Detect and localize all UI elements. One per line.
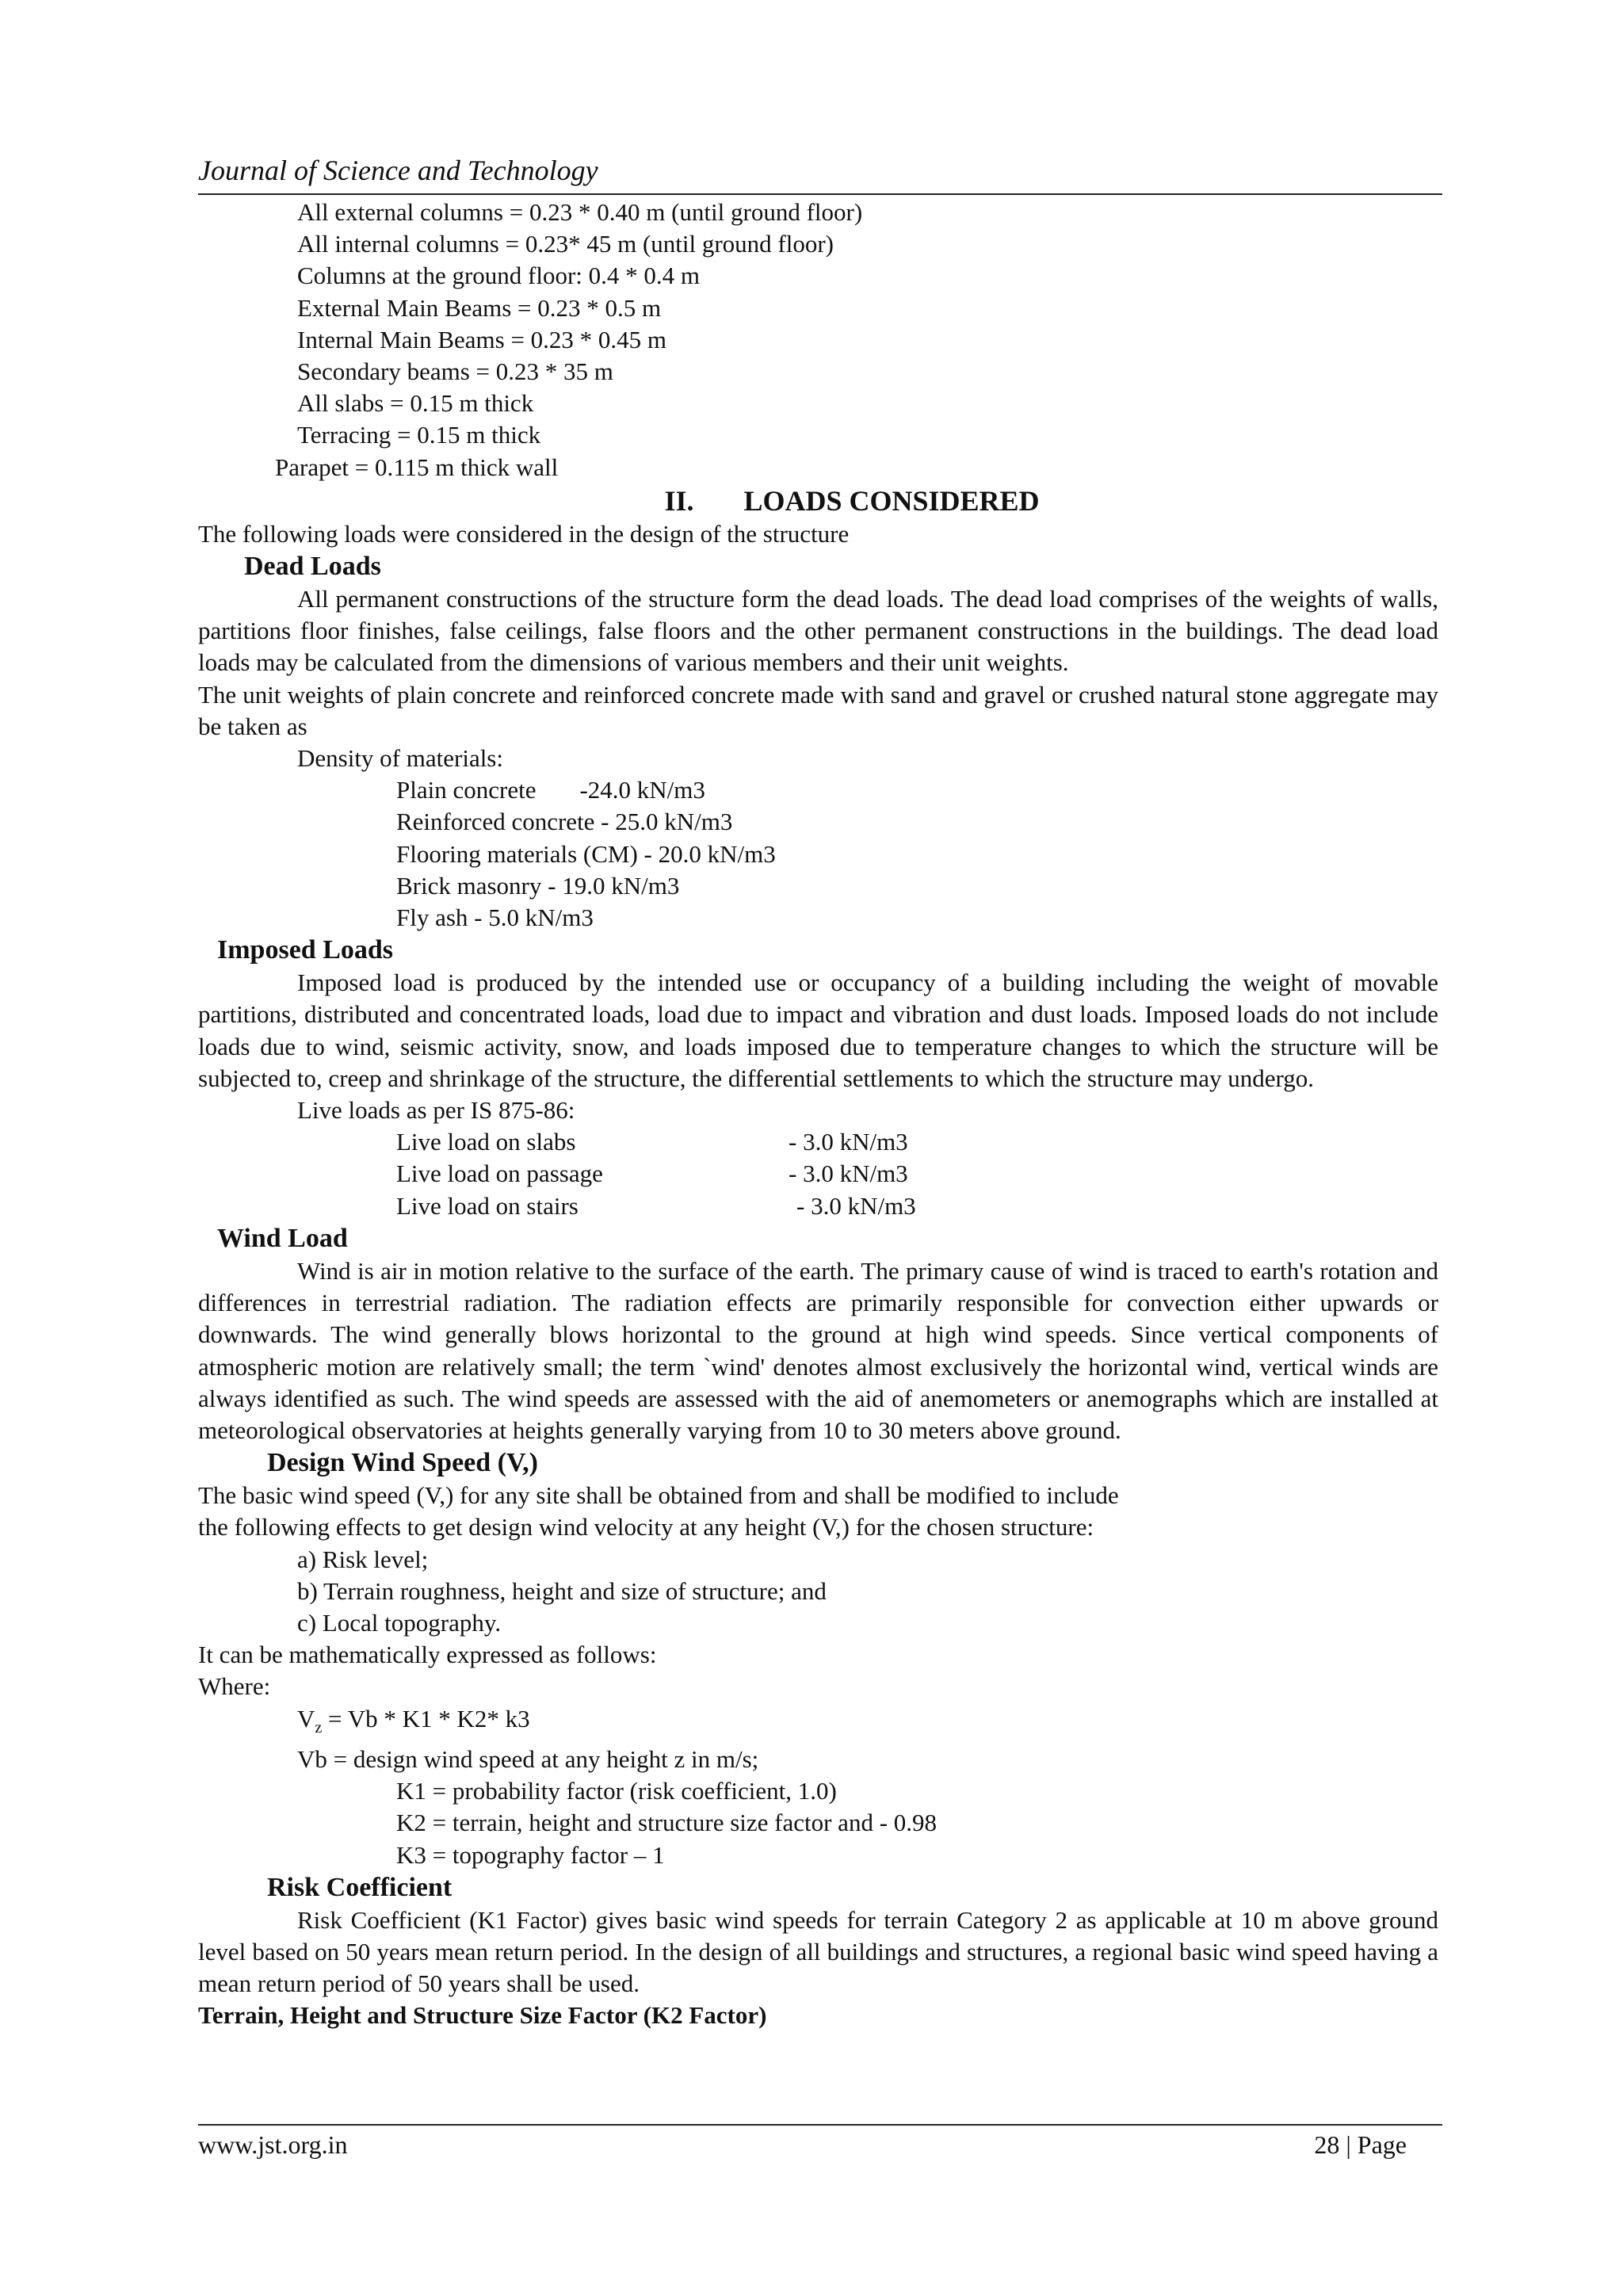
intro-text: The following loads were considered in the design of the structure: [198, 519, 850, 548]
material-line: Reinforced concrete - 25.0 kN/m3: [396, 808, 733, 836]
dimension-line: Columns at the ground floor: 0.4 * 0.4 m: [297, 262, 701, 290]
journal-title: Journal of Science and Technology: [198, 155, 598, 186]
formula: $V_z = Vb * K1 * K2*$ k3: [297, 1704, 530, 1736]
factor-line: K2 = terrain, height and structure size factor and - 0.98: [396, 1809, 938, 1837]
imposed-loads-paragraph: Imposed load is produced by the intended use or occupancy of a building including the weight of movable partitions, distributed and concentrated loads, load due to impact and vibration and dust loads. Imposed loads do not include loads due to wind, seismic activity, snow, and loads imposed due to temperature changes to which the structure will be subjected to, creep and shrinkage of the structure, the differential settlements to which the structure may undergo.: [198, 968, 1438, 1092]
section-number: II.: [664, 484, 694, 517]
dead-loads-heading: Dead Loads: [244, 552, 381, 582]
footer-url: www.jst.org.in: [198, 2130, 348, 2159]
terrain-heading: Terrain, Height and Structure Size Factor (K2 Factor): [198, 2001, 767, 2030]
risk-coefficient-paragraph: Risk Coefficient (K1 Factor) gives basic wind speeds for terrain Category 2 as applicable at 10 m above ground level based on 50 years mean return period. In the design of all buildings and structures, a regional basic wind speed having a mean return period of 50 years shall be used.: [198, 1905, 1438, 1998]
vb-definition: Vb = design wind speed at any height z in m/s;: [297, 1744, 759, 1773]
material-line: Flooring materials (CM) - 20.0 kN/m3: [396, 839, 776, 868]
design-wind-line: The basic wind speed (V,) for any site shall be obtained from and shall be modified to include: [198, 1481, 1119, 1510]
unit-weights-paragraph: The unit weights of plain concrete and reinforced concrete made with sand and gravel or crushed natural stone aggregate may be taken as: [198, 680, 1438, 740]
risk-coefficient-heading: Risk Coefficient: [267, 1872, 453, 1902]
effect-item: b) Terrain roughness, height and size of structure; and: [297, 1576, 827, 1605]
dimension-line: All external columns = 0.23 * 0.40 m (until ground floor): [297, 198, 863, 226]
parapet-line: Parapet = 0.115 m thick wall: [275, 453, 559, 481]
material-line: Fly ash - 5.0 kN/m3: [396, 904, 594, 932]
factor-line: K1 = probability factor (risk coefficient, 1.0): [396, 1777, 837, 1805]
density-label: Density of materials:: [297, 744, 503, 773]
dimension-line: Terracing = 0.15 m thick: [297, 421, 541, 449]
material-line: Brick masonry - 19.0 kN/m3: [396, 871, 680, 900]
header-rule: [198, 193, 1442, 195]
design-wind-heading: Design Wind Speed (V,): [267, 1448, 538, 1478]
wind-load-paragraph: Wind is air in motion relative to the surface of the earth. The primary cause of wind is traced to earth's rotation and differences in terrestrial radiation. The radiation effects are primarily responsible for convection either upwards or downwards. The wind generally blows horizontal to the ground at high wind speeds. Since vertical components of atmospheric motion are relatively small; the term `wind' denotes almost exclusively the horizontal wind, vertical winds are always identified as such. The wind speeds are assessed with the aid of anemometers or anemographs which are installed at meteorological observatories at heights generally varying from 10 to 30 meters above ground.: [198, 1256, 1438, 1444]
dimension-line: External Main Beams = 0.23 * 0.5 m: [297, 293, 662, 322]
page-content: [198, 197, 1442, 2031]
material-line: Plain concrete -24.0 kN/m3: [396, 776, 705, 804]
expression-line: It can be mathematically expressed as follows:: [198, 1641, 657, 1669]
live-load-row: Live load on slabs - 3.0 kN/m3: [396, 1128, 908, 1156]
dimension-line: All internal columns = 0.23* 45 m (until ground floor): [297, 230, 834, 258]
page-number: 28 | Page: [1314, 2130, 1407, 2159]
effect-item: a) Risk level;: [297, 1545, 429, 1573]
where-line: Where:: [198, 1672, 271, 1701]
live-loads-label: Live loads as per IS 875-86:: [297, 1096, 575, 1125]
dimension-line: All slabs = 0.15 m thick: [297, 389, 534, 418]
imposed-loads-heading: Imposed Loads: [217, 935, 394, 965]
live-load-row: Live load on passage - 3.0 kN/m3: [396, 1159, 908, 1188]
factor-line: K3 = topography factor – 1: [396, 1840, 665, 1869]
dimension-line: Secondary beams = 0.23 * 35 m: [297, 357, 613, 386]
design-wind-line: the following effects to get design wind velocity at any height (V,) for the chosen structure:: [198, 1513, 1094, 1541]
section-heading: [198, 483, 1442, 518]
dead-loads-paragraph: All permanent constructions of the structure form the dead loads. The dead load comprises of the weights of walls, partitions floor finishes, false ceilings, false floors and the other permanent constructions in the buildings. The dead load loads may be calculated from the dimensions of various members and their unit weights.: [198, 585, 1438, 677]
footer-rule: [198, 2124, 1442, 2126]
dimension-line: Internal Main Beams = 0.23 * 0.45 m: [297, 325, 667, 353]
wind-load-heading: Wind Load: [217, 1223, 348, 1253]
section-title: LOADS CONSIDERED: [743, 484, 1040, 517]
live-load-row: Live load on stairs - 3.0 kN/m3: [396, 1191, 916, 1220]
effect-item: c) Local topography.: [297, 1608, 502, 1637]
